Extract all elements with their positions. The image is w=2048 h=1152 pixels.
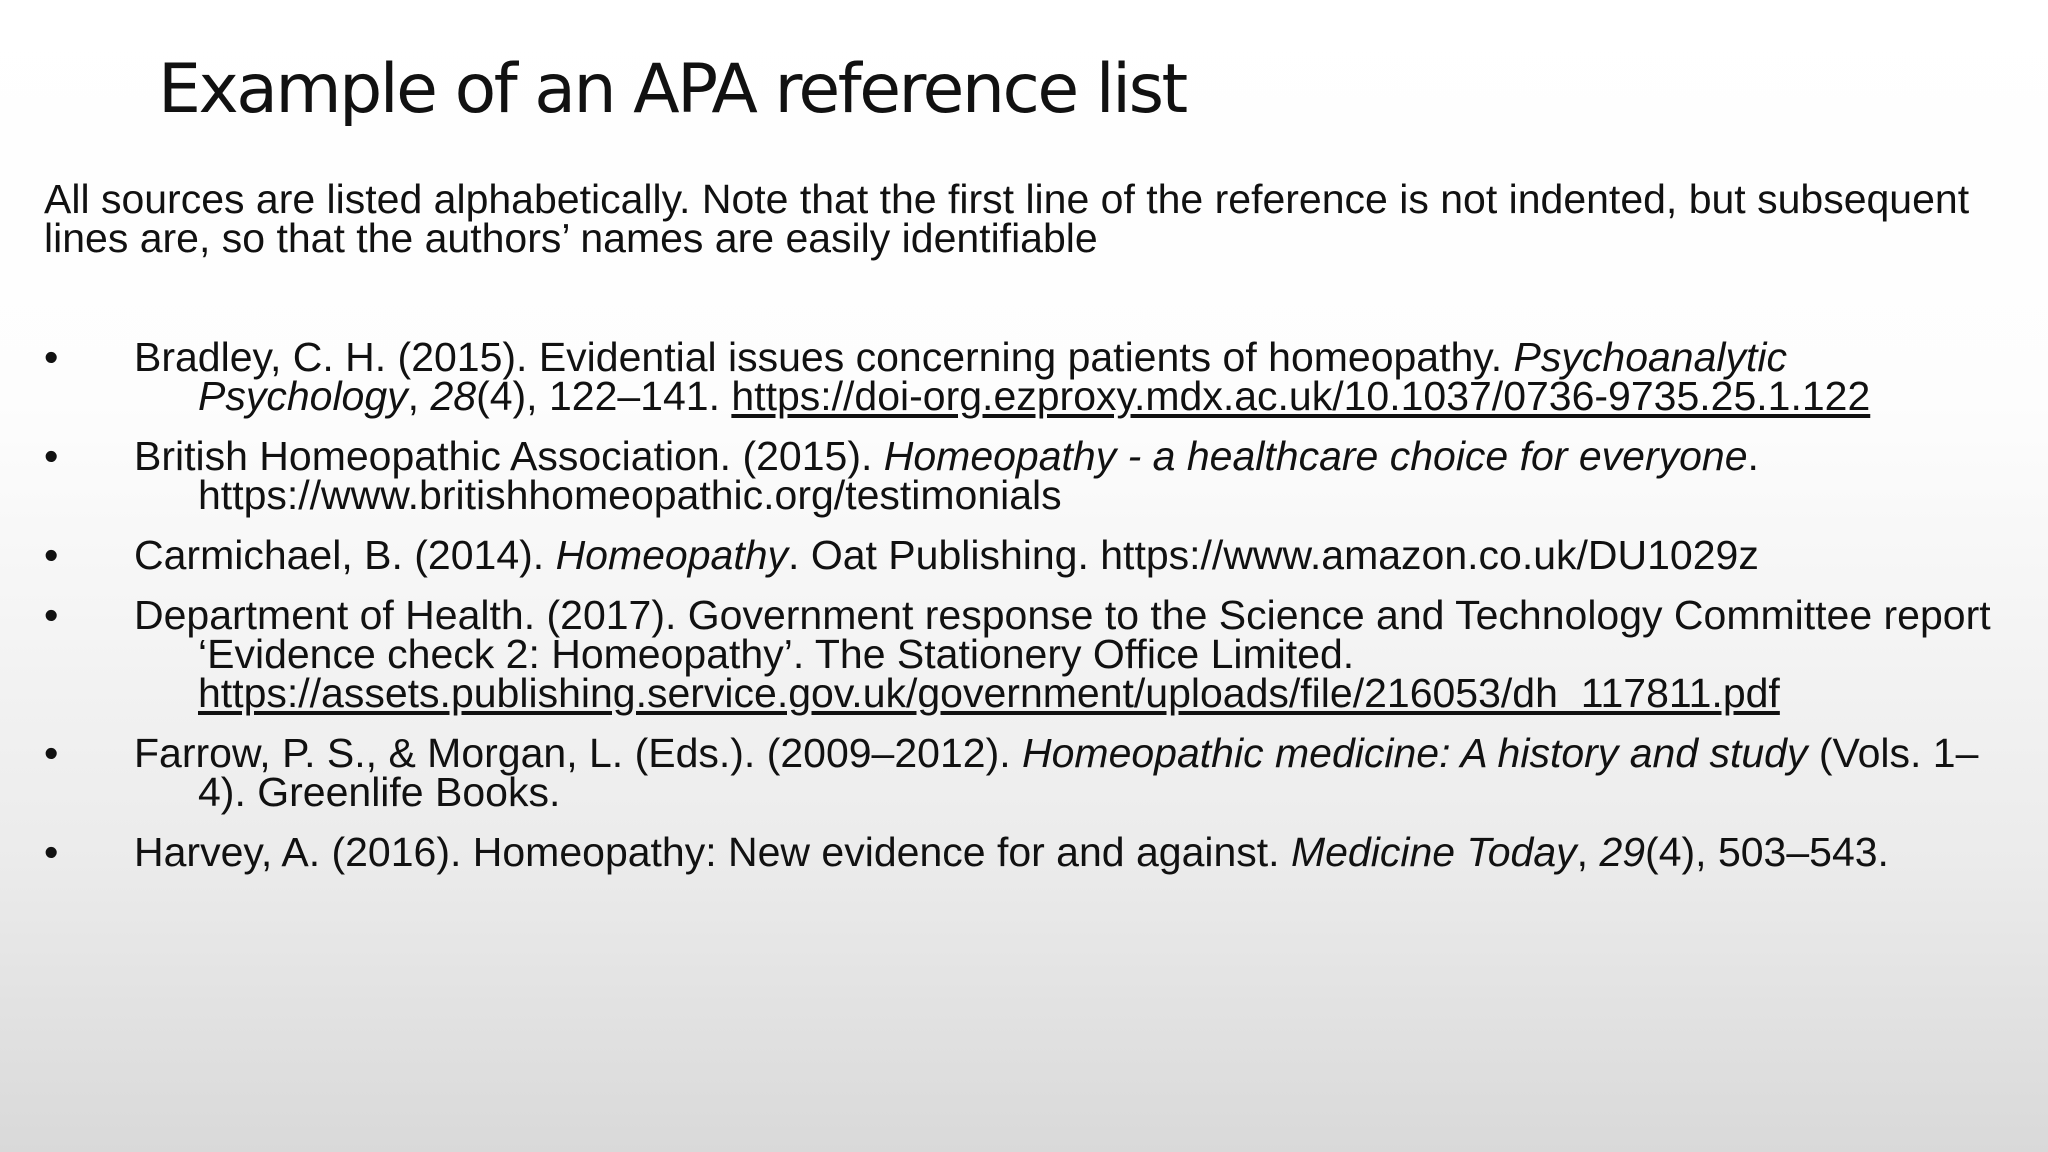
reference-item bbox=[44, 433, 2004, 518]
report-link[interactable]: https://assets.publishing.service.gov.uk/government/uploads/file/216053/dh_117811.pdf bbox=[198, 670, 1780, 716]
bullet-icon: • bbox=[44, 532, 59, 578]
reference-item bbox=[44, 532, 2004, 578]
reference-text: Bradley, C. H. (2015). Evidential issues concerning patients of homeopathy. bbox=[134, 334, 1514, 380]
reference-item bbox=[44, 730, 2004, 815]
reference-list bbox=[44, 334, 2004, 893]
bullet-icon: • bbox=[44, 829, 59, 875]
reference-text: (Vols. 1–4). Greenlife Books. bbox=[198, 730, 1979, 815]
book-title: Homeopathic medicine: A history and study bbox=[1022, 730, 1808, 776]
bullet-icon: • bbox=[44, 592, 59, 638]
journal-title: Medicine Today bbox=[1290, 829, 1577, 875]
reference-item bbox=[44, 592, 2004, 716]
bullet-icon: • bbox=[44, 730, 59, 776]
reference-text: Department of Health. (2017). Government response to the Science and Technology Committee report ‘Evidence check 2: Homeopathy’. The Stationery Office Limited. bbox=[134, 592, 1991, 677]
book-title: Homeopathy bbox=[555, 532, 789, 578]
reference-text: , bbox=[1576, 829, 1600, 875]
reference-item bbox=[44, 829, 2004, 875]
reference-text: Farrow, P. S., & Morgan, L. (Eds.). (2009–2012). bbox=[134, 730, 1023, 776]
volume-number: 29 bbox=[1599, 829, 1646, 875]
doi-link[interactable]: https://doi-org.ezproxy.mdx.ac.uk/10.1037/0736-9735.25.1.122 bbox=[731, 373, 1871, 419]
bullet-icon: • bbox=[44, 334, 59, 380]
volume-number: 28 bbox=[430, 373, 477, 419]
reference-text: . https://www.britishhomeopathic.org/testimonials bbox=[198, 433, 1759, 518]
bullet-icon: • bbox=[44, 433, 59, 479]
reference-text: Harvey, A. (2016). Homeopathy: New evidence for and against. bbox=[134, 829, 1291, 875]
reference-text: Carmichael, B. (2014). bbox=[134, 532, 556, 578]
reference-text: (4), 122–141. bbox=[476, 373, 732, 419]
slide-title: Example of an APA reference list bbox=[158, 50, 1186, 129]
reference-text: . Oat Publishing. https://www.amazon.co.uk/DU1029z bbox=[788, 532, 1759, 578]
reference-text: (4), 503–543. bbox=[1645, 829, 1889, 875]
reference-text: British Homeopathic Association. (2015). bbox=[134, 433, 884, 479]
reference-text: , bbox=[407, 373, 431, 419]
intro-text: All sources are listed alphabetically. Note that the first line of the reference is not indented, but subsequent lines are, so that the authors’ names are easily identifiable bbox=[44, 176, 1970, 261]
reference-item bbox=[44, 334, 2004, 419]
web-page-title: Homeopathy - a healthcare choice for everyone bbox=[883, 433, 1748, 479]
journal-title: Psychoanalytic Psychology bbox=[198, 334, 1788, 419]
